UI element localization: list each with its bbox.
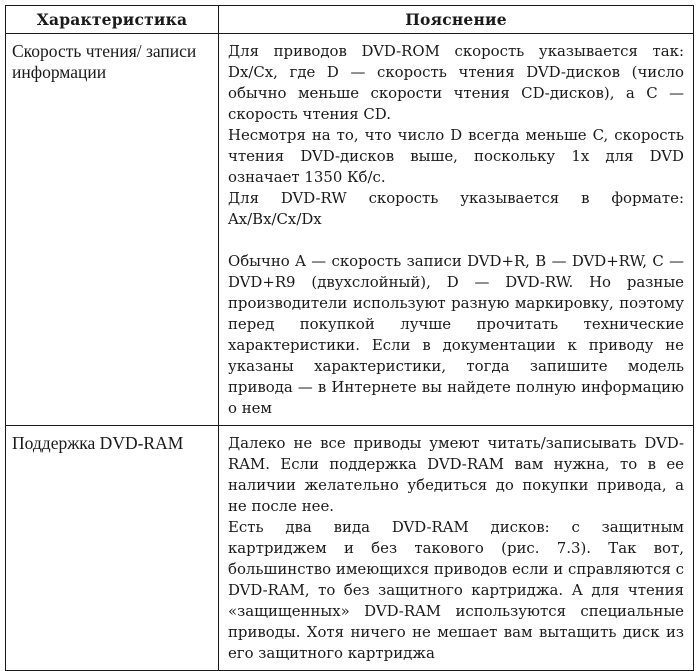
row-name-speed: Скорость чтения/ записи информации	[6, 34, 219, 426]
row-description-dvd-ram	[219, 426, 694, 671]
paragraph-gap	[228, 230, 684, 251]
table-header-row	[6, 6, 694, 34]
spec-table	[5, 5, 694, 671]
description-paragraph: Обычно A — скорость записи DVD+R, B — DVD+RW, C — DVD+R9 (двухслойный), D — DVD-RW. Но разные производители используют разную маркировку, поэтому перед покупкой лучше прочитать технические характеристики. Если в документации к приводу не указаны характеристики, тогда запишите модель привода — в Интернете вы найдете полную информацию о нем	[228, 252, 684, 417]
column-header-explanation: Пояснение	[219, 6, 694, 34]
row-name-dvd-ram: Поддержка DVD-RAM	[6, 426, 219, 671]
description-paragraph: Несмотря на то, что число D всегда меньше C, скорость чтения DVD-дисков выше, поскольку 1x для DVD означает 1350 Кб/с.	[228, 126, 684, 186]
row-description-speed	[219, 34, 694, 426]
table-row	[6, 426, 694, 671]
description-paragraph: Для DVD-RW скорость указывается в формате: Ax/Bx/Cx/Dx	[228, 189, 684, 228]
description-paragraph: Для приводов DVD-ROM скорость указывается так: Dx/Cx, где D — скорость чтения DVD-дисков (число обычно меньше скорости чтения CD-дисков), а C — скорость чтения CD.	[228, 42, 684, 123]
description-paragraph: Есть два вида DVD-RAM дисков: с защитным картриджем и без такового (рис. 7.3). Так вот, большинство имеющихся приводов если и справляются с DVD-RAM, то без защитного картриджа. А для чтения «защищенных» DVD-RAM используются специальные приводы. Хотя ничего не мешает вам вытащить диск из его защитного картриджа	[228, 518, 684, 662]
table-row	[6, 34, 694, 426]
description-paragraph: Далеко не все приводы умеют читать/записывать DVD-RAM. Если поддержка DVD-RAM вам нужна, то в ее наличии желательно убедиться до покупки привода, а не после нее.	[228, 434, 684, 515]
column-header-characteristic: Характеристика	[6, 6, 219, 34]
